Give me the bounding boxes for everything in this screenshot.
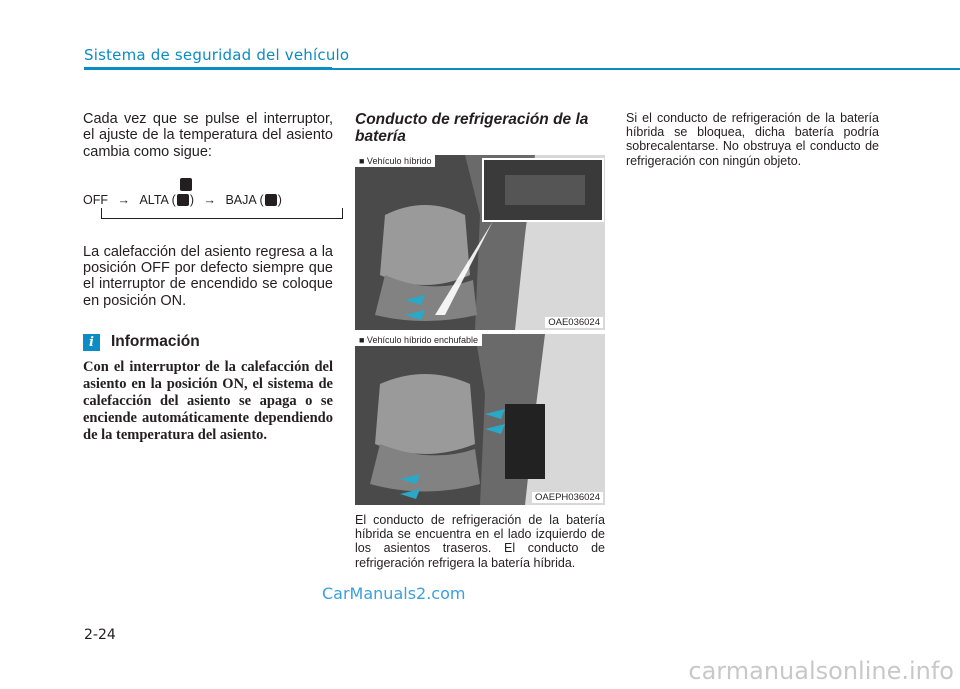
page-number: 2-24 (84, 627, 116, 643)
header-divider (84, 68, 960, 70)
page-header-title: Sistema de seguridad del vehículo (84, 46, 350, 64)
seat-heat-paragraph: Cada vez que se pulse el interruptor, el ajuste de la temperatura del asiento cambia como sigue: (83, 111, 333, 160)
image-code-bottom: OAEPH036024 (532, 492, 603, 503)
info-heading (83, 333, 333, 351)
seq-arrow-2: → (203, 192, 216, 207)
seq-off: OFF (83, 192, 108, 207)
rear-seat-illustration-2 (355, 334, 605, 505)
info-body: Con el interruptor de la calefacción del asiento en la posición ON, el sistema de calefacción del asiento se apaga o se enciende automáticamente dependiendo de la temperatura del asiento. (83, 359, 333, 444)
seat-heater-high-icon (180, 178, 192, 191)
left-column (83, 111, 333, 444)
seq-alta-close: ) (189, 192, 194, 207)
default-off-paragraph: La calefacción del asiento regresa a la posición OFF por defecto siempre que el interruptor de encendido se coloque en posición ON. (83, 243, 333, 309)
image-code-top: OAE036024 (545, 317, 603, 328)
seat-heater-icon (177, 194, 189, 206)
watermark-left[interactable]: CarManuals2.com (322, 584, 466, 603)
section-title: Conducto de refrigeración de la batería (355, 111, 589, 145)
middle-column (355, 111, 605, 145)
temperature-sequence (83, 178, 333, 222)
seq-baja-close: ) (277, 192, 282, 207)
plugin-hybrid-seat-image (355, 334, 605, 505)
right-column-text: Si el conducto de refrigeración de la batería híbrida se bloquea, dicha batería podría sobrecalentarse. No obstruya el conducto de refrigeración con ningún objeto. (626, 111, 879, 168)
hybrid-seat-image (355, 155, 605, 330)
sequence-return-arrow (101, 208, 343, 219)
watermark-right: carmanualsonline.info (688, 657, 954, 685)
info-icon: i (83, 334, 100, 351)
image-tag-plugin: ■ Vehículo híbrido enchufable (355, 334, 482, 346)
seq-arrow-1: → (117, 192, 130, 207)
seq-baja: BAJA ( (225, 192, 264, 207)
image-tag-hybrid: ■ Vehículo híbrido (355, 155, 435, 167)
info-title: Información (111, 333, 200, 351)
seat-heater-low-icon (265, 194, 277, 206)
image-caption: El conducto de refrigeración de la batería híbrida se encuentra en el lado izquierdo de los asientos traseros. El conducto de refrigeración refrigera la batería híbrida. (355, 513, 605, 570)
rear-seat-illustration (355, 155, 605, 330)
seq-alta: ALTA ( (139, 192, 176, 207)
